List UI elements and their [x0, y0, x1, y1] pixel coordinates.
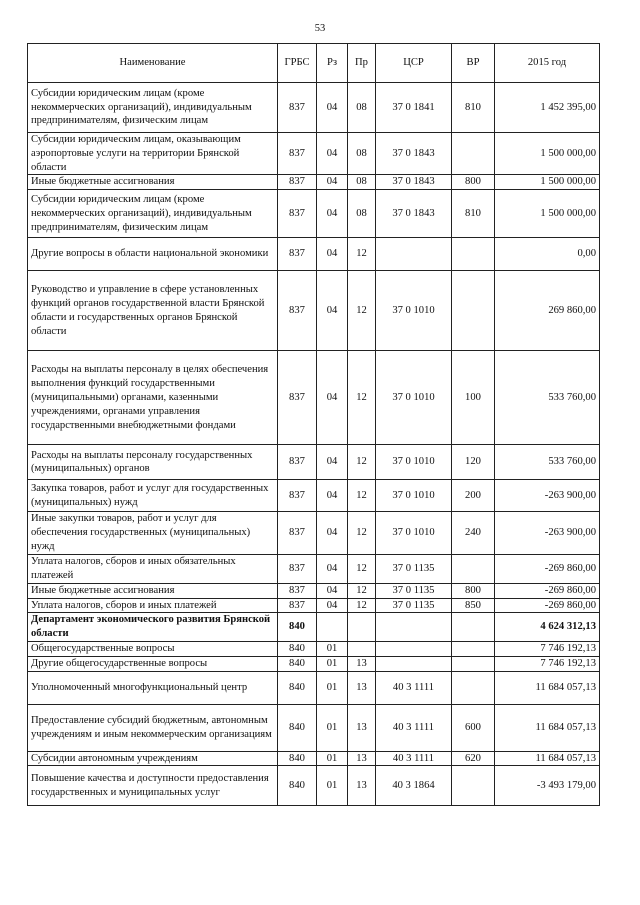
cell-csr: 37 0 1135 [376, 583, 452, 598]
cell-vr: 810 [452, 190, 495, 238]
cell-pr: 08 [348, 190, 376, 238]
cell-name: Иные закупки товаров, работ и услуг для обеспечения государственных (муниципальных) нужд [28, 512, 278, 554]
table-row [28, 598, 600, 613]
cell-csr: 40 3 1111 [376, 704, 452, 751]
cell-amount: -269 860,00 [495, 554, 600, 583]
cell-csr: 37 0 1843 [376, 133, 452, 175]
cell-vr: 800 [452, 583, 495, 598]
cell-grbs: 837 [278, 238, 317, 271]
cell-pr: 08 [348, 175, 376, 190]
header-year: 2015 год [495, 44, 600, 83]
cell-rz: 04 [317, 351, 348, 445]
cell-vr: 240 [452, 512, 495, 554]
cell-amount: 11 684 057,13 [495, 671, 600, 704]
cell-rz: 04 [317, 83, 348, 133]
table-row [28, 351, 600, 445]
cell-vr: 810 [452, 83, 495, 133]
cell-amount: 11 684 057,13 [495, 751, 600, 766]
cell-rz: 04 [317, 512, 348, 554]
cell-csr: 37 0 1010 [376, 512, 452, 554]
cell-vr [452, 641, 495, 656]
table-row [28, 751, 600, 766]
cell-rz: 01 [317, 766, 348, 806]
table-row [28, 583, 600, 598]
cell-csr [376, 656, 452, 671]
cell-amount: 0,00 [495, 238, 600, 271]
cell-name: Субсидии юридическим лицам, оказывающим аэропортовые услуги на территории Брянской области [28, 133, 278, 175]
cell-csr: 37 0 1010 [376, 445, 452, 480]
cell-pr: 12 [348, 512, 376, 554]
cell-grbs: 837 [278, 133, 317, 175]
cell-csr: 37 0 1843 [376, 190, 452, 238]
cell-vr [452, 238, 495, 271]
cell-csr: 37 0 1135 [376, 598, 452, 613]
cell-name: Уплата налогов, сборов и иных обязательных платежей [28, 554, 278, 583]
cell-rz [317, 613, 348, 642]
cell-pr: 12 [348, 445, 376, 480]
cell-csr: 37 0 1135 [376, 554, 452, 583]
cell-vr: 100 [452, 351, 495, 445]
cell-csr: 37 0 1843 [376, 175, 452, 190]
cell-vr: 120 [452, 445, 495, 480]
cell-amount: -3 493 179,00 [495, 766, 600, 806]
cell-grbs: 840 [278, 751, 317, 766]
cell-name: Руководство и управление в сфере установленных функций органов государственной власти Брянской области и государственных органов Брянской области [28, 271, 278, 351]
cell-rz: 01 [317, 656, 348, 671]
cell-amount: 533 760,00 [495, 351, 600, 445]
cell-pr: 12 [348, 554, 376, 583]
cell-pr: 12 [348, 480, 376, 512]
cell-vr [452, 133, 495, 175]
cell-rz: 04 [317, 445, 348, 480]
cell-name: Департамент экономического развития Брянской области [28, 613, 278, 642]
table-row [28, 671, 600, 704]
cell-csr [376, 641, 452, 656]
cell-rz: 04 [317, 133, 348, 175]
table-row [28, 480, 600, 512]
cell-pr: 13 [348, 766, 376, 806]
cell-vr: 620 [452, 751, 495, 766]
cell-pr: 12 [348, 271, 376, 351]
cell-pr: 12 [348, 351, 376, 445]
cell-vr: 850 [452, 598, 495, 613]
cell-grbs: 840 [278, 766, 317, 806]
table-row [28, 190, 600, 238]
cell-grbs: 840 [278, 613, 317, 642]
cell-name: Уплата налогов, сборов и иных платежей [28, 598, 278, 613]
header-name: Наименование [28, 44, 278, 83]
cell-rz: 04 [317, 598, 348, 613]
cell-grbs: 840 [278, 641, 317, 656]
cell-amount: 533 760,00 [495, 445, 600, 480]
header-vr: ВР [452, 44, 495, 83]
cell-pr [348, 613, 376, 642]
table-row [28, 704, 600, 751]
cell-csr [376, 238, 452, 271]
cell-grbs: 837 [278, 583, 317, 598]
cell-grbs: 840 [278, 704, 317, 751]
cell-rz: 04 [317, 583, 348, 598]
cell-grbs: 837 [278, 554, 317, 583]
cell-amount: -269 860,00 [495, 583, 600, 598]
cell-csr: 37 0 1841 [376, 83, 452, 133]
cell-pr: 12 [348, 598, 376, 613]
cell-pr: 12 [348, 583, 376, 598]
cell-csr: 37 0 1010 [376, 480, 452, 512]
cell-amount: 7 746 192,13 [495, 641, 600, 656]
header-rz: Рз [317, 44, 348, 83]
cell-amount: 11 684 057,13 [495, 704, 600, 751]
cell-vr: 800 [452, 175, 495, 190]
cell-csr: 37 0 1010 [376, 271, 452, 351]
table-row [28, 133, 600, 175]
cell-name: Предоставление субсидий бюджетным, автономным учреждениям и иным некоммерческим организациям [28, 704, 278, 751]
cell-vr [452, 671, 495, 704]
cell-amount: -269 860,00 [495, 598, 600, 613]
cell-rz: 04 [317, 554, 348, 583]
cell-grbs: 837 [278, 512, 317, 554]
cell-csr [376, 613, 452, 642]
cell-amount: 1 452 395,00 [495, 83, 600, 133]
header-pr: Пр [348, 44, 376, 83]
cell-vr: 200 [452, 480, 495, 512]
table-row [28, 512, 600, 554]
header-grbs: ГРБС [278, 44, 317, 83]
cell-rz: 01 [317, 671, 348, 704]
cell-vr [452, 656, 495, 671]
cell-amount: 1 500 000,00 [495, 133, 600, 175]
cell-name: Другие общегосударственные вопросы [28, 656, 278, 671]
cell-rz: 04 [317, 190, 348, 238]
table-row [28, 83, 600, 133]
cell-amount: 1 500 000,00 [495, 190, 600, 238]
cell-csr: 37 0 1010 [376, 351, 452, 445]
cell-rz: 04 [317, 175, 348, 190]
table-row [28, 175, 600, 190]
cell-pr: 08 [348, 83, 376, 133]
cell-vr [452, 613, 495, 642]
table-row [28, 271, 600, 351]
cell-rz: 01 [317, 751, 348, 766]
cell-amount: 7 746 192,13 [495, 656, 600, 671]
cell-grbs: 837 [278, 351, 317, 445]
cell-name: Повышение качества и доступности предоставления государственных и муниципальных услуг [28, 766, 278, 806]
header-csr: ЦСР [376, 44, 452, 83]
cell-name: Общегосударственные вопросы [28, 641, 278, 656]
cell-grbs: 837 [278, 445, 317, 480]
cell-pr: 13 [348, 671, 376, 704]
cell-grbs: 837 [278, 598, 317, 613]
cell-vr: 600 [452, 704, 495, 751]
table-row [28, 554, 600, 583]
cell-amount: 4 624 312,13 [495, 613, 600, 642]
cell-pr: 13 [348, 751, 376, 766]
cell-pr: 13 [348, 656, 376, 671]
cell-grbs: 840 [278, 656, 317, 671]
table-row [28, 766, 600, 806]
cell-name: Субсидии юридическим лицам (кроме некоммерческих организаций), индивидуальным предпринимателям, физическим лицам [28, 190, 278, 238]
cell-csr: 40 3 1111 [376, 751, 452, 766]
table-row [28, 641, 600, 656]
cell-grbs: 837 [278, 271, 317, 351]
cell-grbs: 840 [278, 671, 317, 704]
cell-rz: 04 [317, 271, 348, 351]
cell-csr: 40 3 1864 [376, 766, 452, 806]
cell-rz: 01 [317, 641, 348, 656]
cell-rz: 01 [317, 704, 348, 751]
cell-grbs: 837 [278, 190, 317, 238]
cell-name: Другие вопросы в области национальной экономики [28, 238, 278, 271]
cell-name: Иные бюджетные ассигнования [28, 175, 278, 190]
table-row [28, 613, 600, 642]
cell-amount: 269 860,00 [495, 271, 600, 351]
cell-grbs: 837 [278, 480, 317, 512]
page-number: 53 [314, 23, 326, 34]
cell-pr: 08 [348, 133, 376, 175]
cell-vr [452, 271, 495, 351]
cell-name: Иные бюджетные ассигнования [28, 583, 278, 598]
cell-csr: 40 3 1111 [376, 671, 452, 704]
cell-name: Расходы на выплаты персоналу государственных (муниципальных) органов [28, 445, 278, 480]
cell-pr: 13 [348, 704, 376, 751]
cell-vr [452, 766, 495, 806]
budget-table [27, 43, 600, 806]
cell-name: Расходы на выплаты персоналу в целях обеспечения выполнения функций государственными (муниципальными) органами, казенными учреждениями, органами управления государственными внебюджетными фондами [28, 351, 278, 445]
cell-name: Закупка товаров, работ и услуг для государственных (муниципальных) нужд [28, 480, 278, 512]
cell-rz: 04 [317, 480, 348, 512]
table-row [28, 445, 600, 480]
cell-name: Субсидии автономным учреждениям [28, 751, 278, 766]
cell-pr: 12 [348, 238, 376, 271]
cell-grbs: 837 [278, 83, 317, 133]
cell-amount: -263 900,00 [495, 480, 600, 512]
cell-name: Субсидии юридическим лицам (кроме некоммерческих организаций), индивидуальным предпринимателям, физическим лицам [28, 83, 278, 133]
cell-amount: 1 500 000,00 [495, 175, 600, 190]
cell-pr [348, 641, 376, 656]
cell-grbs: 837 [278, 175, 317, 190]
cell-name: Уполномоченный многофункциональный центр [28, 671, 278, 704]
cell-vr [452, 554, 495, 583]
cell-rz: 04 [317, 238, 348, 271]
cell-amount: -263 900,00 [495, 512, 600, 554]
table-row [28, 238, 600, 271]
table-header-row [28, 44, 600, 83]
table-row [28, 656, 600, 671]
